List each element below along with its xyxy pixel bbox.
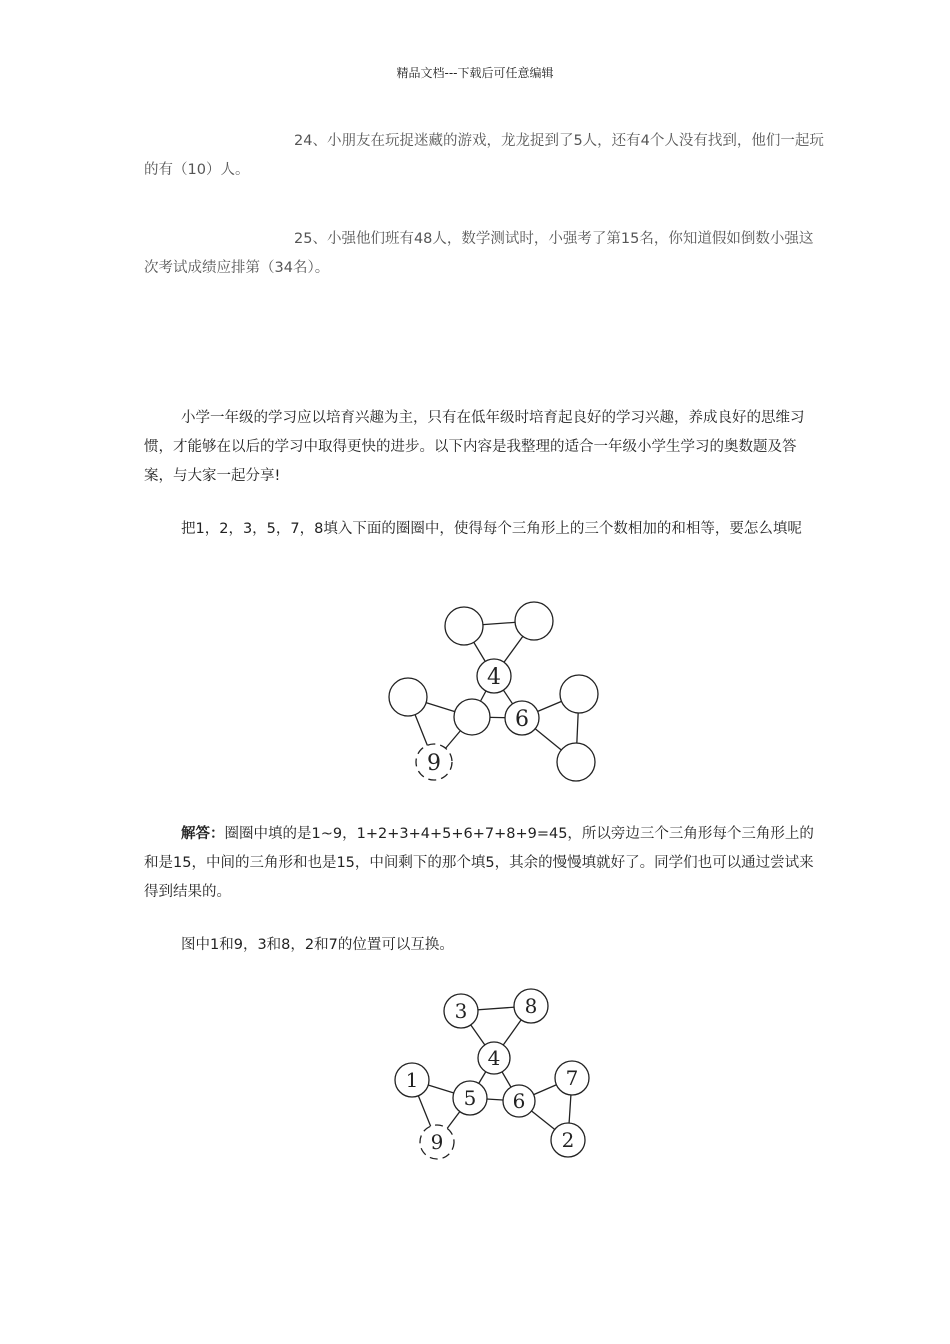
solution-number-right: 6 [512, 1089, 526, 1113]
puzzle-number-bottom-left: 9 [427, 751, 441, 776]
problem-statement: 把1，2，3，5，7，8填入下面的圈圈中，使得每个三角形上的三个数相加的和相等，要怎么填呢 [181, 521, 802, 537]
puzzle-circle [445, 607, 483, 645]
solution-number-right-top: 7 [565, 1066, 579, 1090]
puzzle-circle [557, 743, 595, 781]
answer-label: 解答： [181, 826, 225, 842]
solution-number-bottom-right: 2 [561, 1128, 575, 1152]
puzzle-number-right: 6 [515, 707, 529, 732]
puzzle-circle [389, 678, 427, 716]
puzzle-figure [375, 592, 615, 792]
page-header: 精品文档---下载后可任意编辑 [396, 66, 554, 80]
puzzle-number-top: 4 [487, 665, 501, 690]
solution-number-left: 1 [405, 1068, 419, 1092]
question-25: 25、小强他们班有48人，数学测试时，小强考了第15名，你知道假如倒数小强这次考试成绩应排第（34名）。 [144, 231, 814, 276]
answer-text: 圈圈中填的是1~9，1+2+3+4+5+6+7+8+9=45，所以旁边三个三角形每个三角形上的和是15，中间的三角形和也是15，中间剩下的那个填5，其余的慢慢填就好了。同学们也可以通过尝试来得到结果的。 [144, 826, 814, 900]
puzzle-circle [515, 602, 553, 640]
solution-number-center: 5 [463, 1086, 477, 1110]
solution-number-bottom-left: 9 [430, 1130, 444, 1154]
solution-number-top-left: 3 [454, 999, 468, 1023]
question-24: 24、小朋友在玩捉迷藏的游戏，龙龙捉到了5人，还有4个人没有找到，他们一起玩的有（10）人。 [144, 133, 824, 178]
puzzle-circle [454, 699, 490, 735]
answer-paragraph [144, 820, 824, 907]
swap-note: 图中1和9，3和8，2和7的位置可以互换。 [181, 937, 454, 953]
solution-number-top: 4 [487, 1046, 501, 1070]
puzzle-circle [560, 675, 598, 713]
solution-figure [385, 980, 605, 1170]
intro-paragraph: 小学一年级的学习应以培育兴趣为主，只有在低年级时培育起良好的学习兴趣，养成良好的思维习惯，才能够在以后的学习中取得更快的进步。以下内容是我整理的适合一年级小学生学习的奥数题及答案，与大家一起分享! [144, 410, 805, 484]
solution-number-top-right: 8 [524, 994, 538, 1018]
